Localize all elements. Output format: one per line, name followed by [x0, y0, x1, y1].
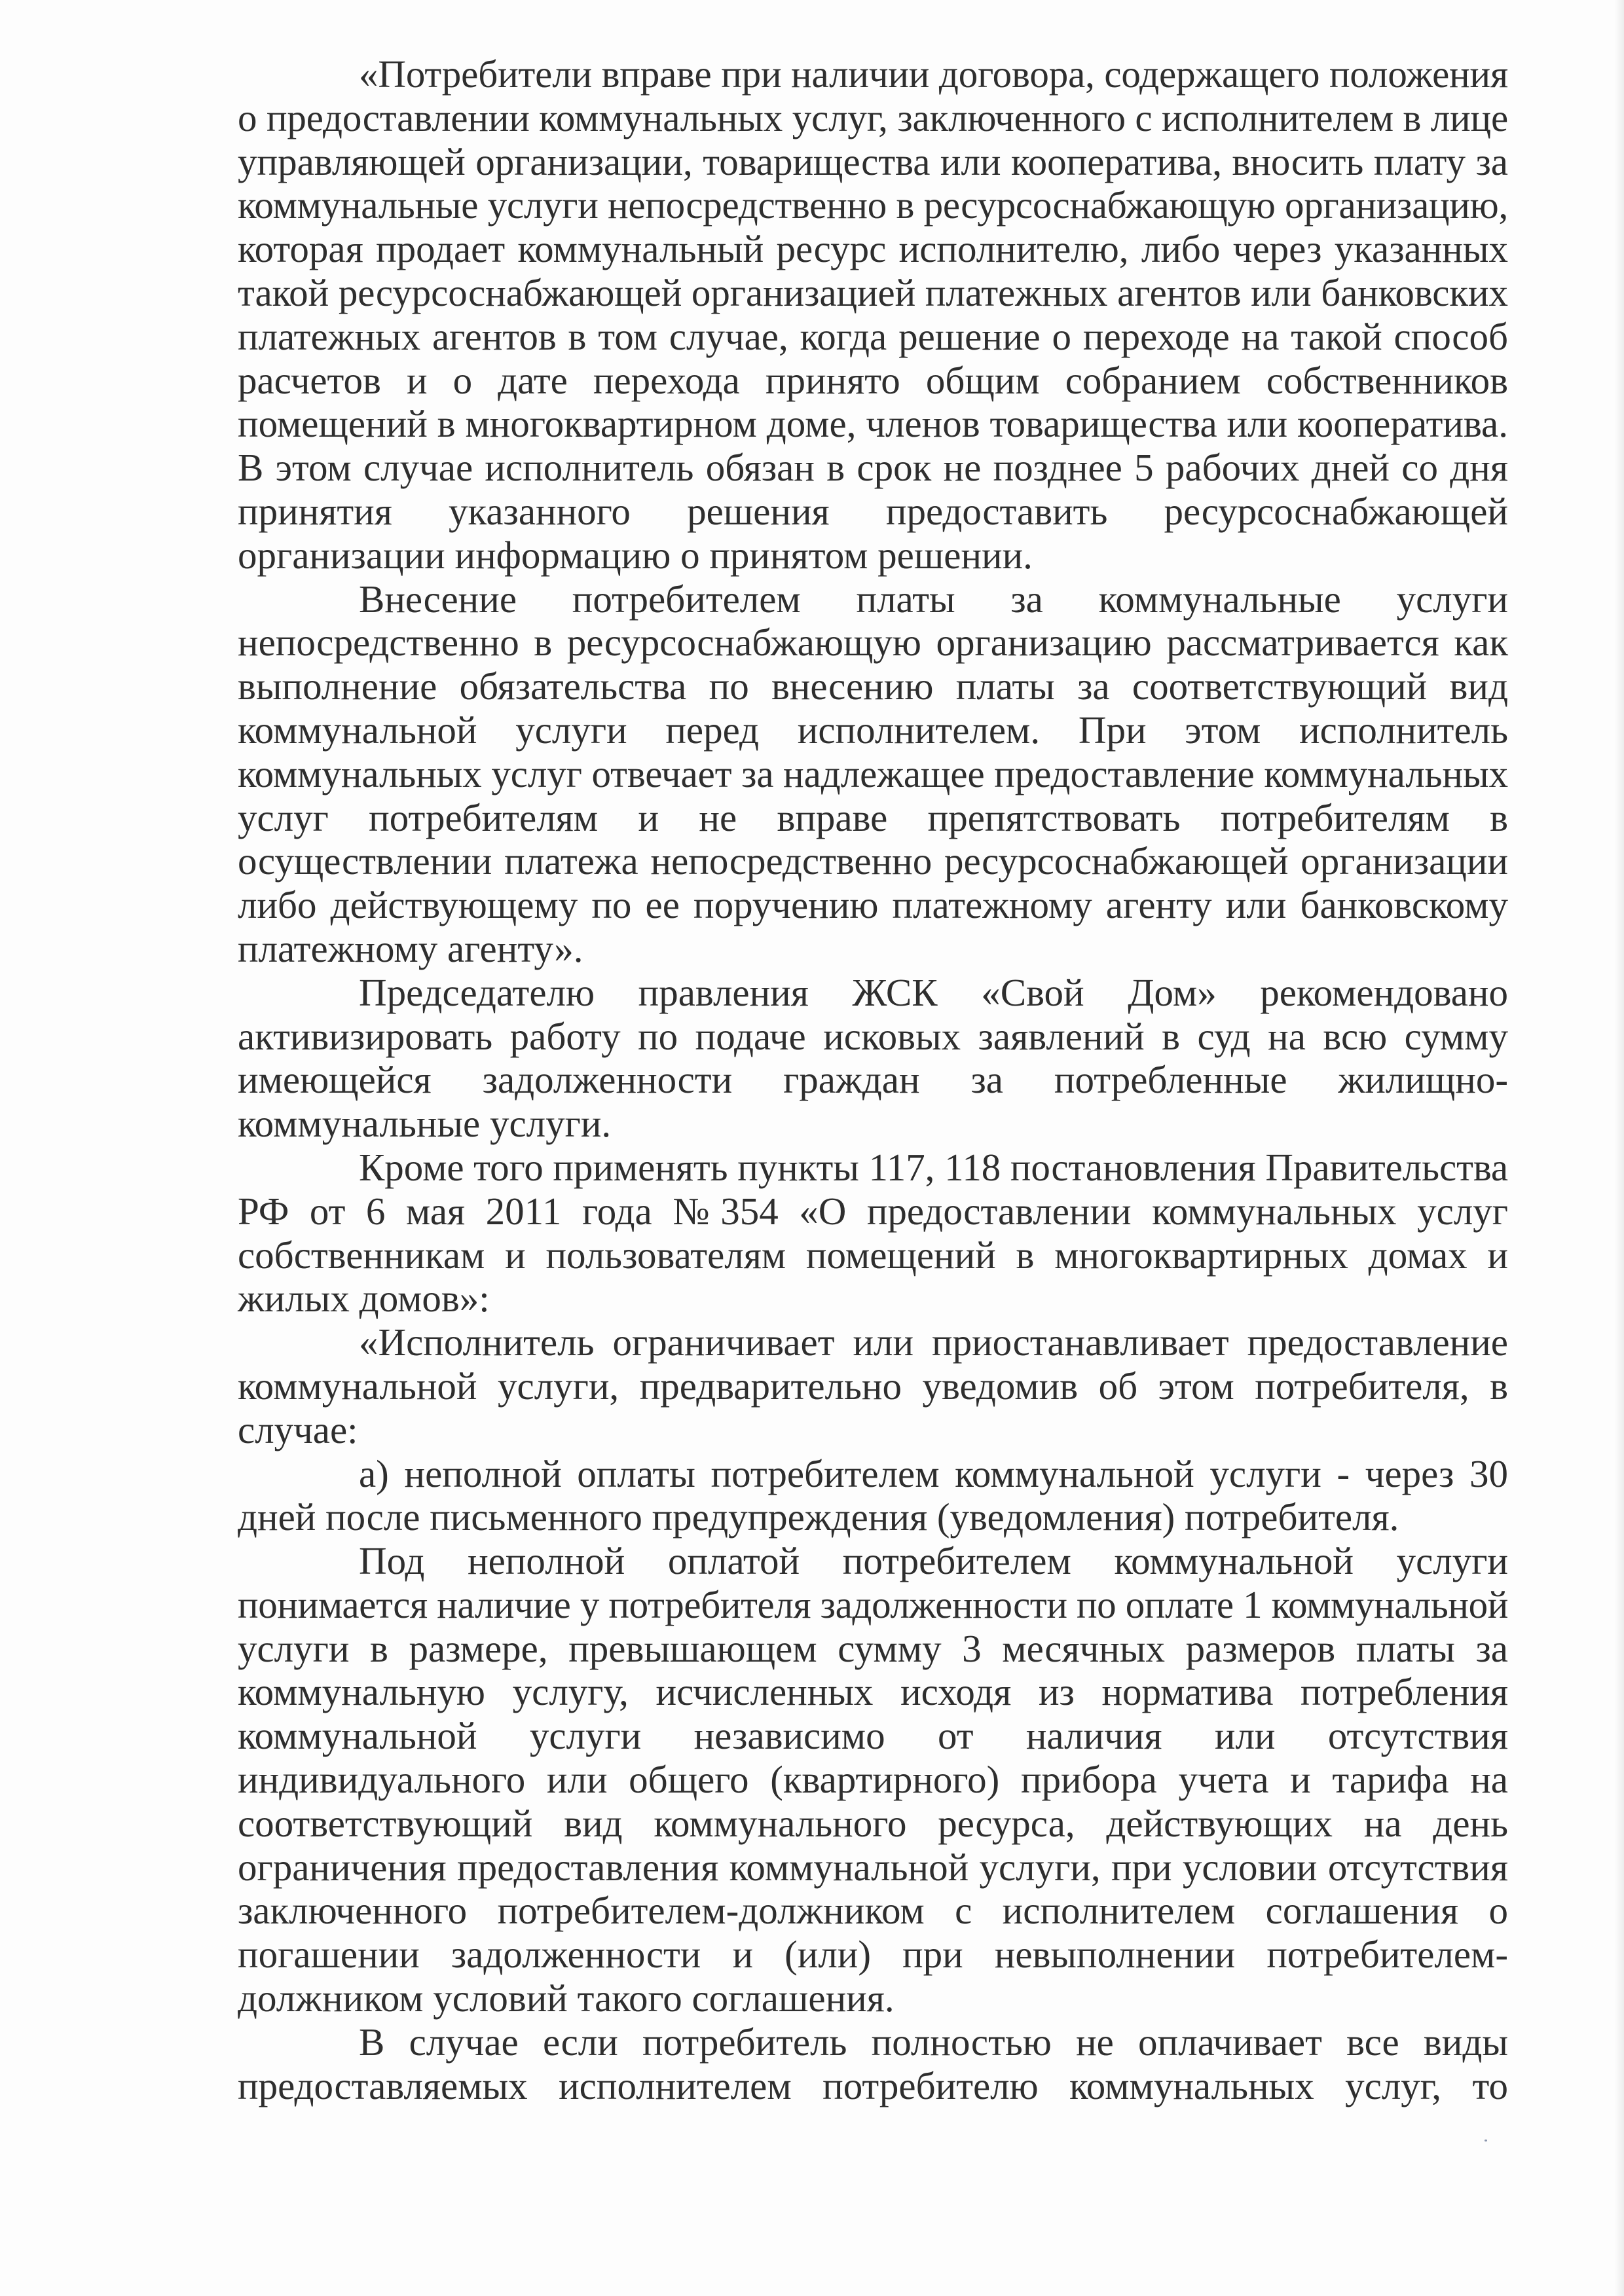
- paragraph: [238, 2020, 1508, 2108]
- text-line: имеющейся задолженности граждан за потребленные жилищно-: [238, 1058, 1508, 1102]
- text-line: РФ от 6 мая 2011 года №354 «О предоставлении коммунальных услуг: [238, 1189, 1508, 1233]
- text-line: коммунальные услуги непосредственно в ресурсоснабжающую организацию,: [238, 183, 1508, 227]
- text-line: помещений в многоквартирном доме, членов товарищества или кооператива.: [238, 402, 1508, 446]
- text-line: собственникам и пользователям помещений в многоквартирных домах и: [238, 1233, 1508, 1277]
- text-line: коммунальной услуги независимо от наличия или отсутствия: [238, 1714, 1508, 1758]
- text-line: заключенного потребителем-должником с исполнителем соглашения о: [238, 1889, 1508, 1933]
- text-line: выполнение обязательства по внесению платы за соответствующий вид: [238, 665, 1508, 708]
- text-line: непосредственно в ресурсоснабжающую организацию рассматривается как: [238, 621, 1508, 665]
- text-line: активизировать работу по подаче исковых заявлений в суд на всю сумму: [238, 1014, 1508, 1058]
- text-line: услуг потребителям и не вправе препятствовать потребителям в: [238, 795, 1508, 839]
- text-line: принятия указанного решения предоставить ресурсоснабжающей: [238, 489, 1508, 533]
- text-line: Под неполной оплатой потребителем коммунальной услуги: [359, 1539, 1508, 1583]
- paragraph: [238, 1539, 1508, 2020]
- text-line: платежному агенту».: [238, 926, 583, 970]
- text-line: жилых домов»:: [238, 1277, 490, 1321]
- text-line: понимается наличие у потребителя задолженности по оплате 1 коммунальной: [238, 1582, 1508, 1626]
- text-line: Внесение потребителем платы за коммунальные услуги: [359, 577, 1508, 621]
- text-line: либо действующему по ее поручению платежному агенту или банковскому: [238, 883, 1508, 927]
- paragraph: [238, 577, 1508, 971]
- document-body: [238, 52, 1508, 2107]
- text-line: о предоставлении коммунальных услуг, заключенного с исполнителем в лице: [238, 96, 1508, 139]
- text-line: Кроме того применять пункты 117, 118 постановления Правительства: [359, 1145, 1508, 1189]
- paragraph: [238, 971, 1508, 1146]
- text-line: а) неполной оплаты потребителем коммунальной услуги - через 30: [359, 1451, 1508, 1495]
- paragraph: [238, 52, 1508, 577]
- text-line: управляющей организации, товарищества или кооператива, вносить плату за: [238, 139, 1508, 183]
- text-line: расчетов и о дате перехода принято общим собранием собственников: [238, 358, 1508, 402]
- text-line: предоставляемых исполнителем потребителю коммунальных услуг, то: [238, 2064, 1508, 2107]
- text-line: Председателю правления ЖСК «Свой Дом» рекомендовано: [359, 970, 1508, 1014]
- text-line: осуществлении платежа непосредственно ресурсоснабжающей организации: [238, 839, 1508, 883]
- text-line: индивидуального или общего (квартирного) прибора учета и тарифа на: [238, 1758, 1508, 1802]
- text-line: дней после письменного предупреждения (уведомления) потребителя.: [238, 1495, 1399, 1539]
- text-line: должником условий такого соглашения.: [238, 1977, 895, 2020]
- text-line: организации информацию о принятом решении.: [238, 533, 1033, 577]
- text-line: которая продает коммунальный ресурс исполнителю, либо через указанных: [238, 227, 1508, 271]
- text-line: коммунальных услуг отвечает за надлежащее предоставление коммунальных: [238, 752, 1508, 795]
- text-line: коммунальной услуги, предварительно уведомив об этом потребителя, в: [238, 1364, 1508, 1408]
- text-line: погашении задолженности и (или) при невыполнении потребителем-: [238, 1933, 1508, 1977]
- paragraph: [238, 1452, 1508, 1540]
- text-line: коммунальной услуги перед исполнителем. При этом исполнитель: [238, 708, 1508, 752]
- text-line: случае:: [238, 1408, 358, 1451]
- text-line: В этом случае исполнитель обязан в срок не позднее 5 рабочих дней со дня: [238, 446, 1508, 490]
- text-line: В случае если потребитель полностью не оплачивает все виды: [359, 2020, 1508, 2064]
- page-edge-shadow: [1615, 0, 1624, 2296]
- text-line: платежных агентов в том случае, когда решение о переходе на такой способ: [238, 314, 1508, 358]
- paragraph: [238, 1146, 1508, 1321]
- scan-speck: [1485, 2140, 1487, 2141]
- text-line: коммунальные услуги.: [238, 1102, 612, 1146]
- text-line: соответствующий вид коммунального ресурса, действующих на день: [238, 1801, 1508, 1845]
- text-line: услуги в размере, превышающем сумму 3 месячных размеров платы за: [238, 1626, 1508, 1670]
- text-line: ограничения предоставления коммунальной услуги, при условии отсутствия: [238, 1845, 1508, 1889]
- text-line: «Исполнитель ограничивает или приостанавливает предоставление: [359, 1321, 1508, 1364]
- paragraph: [238, 1321, 1508, 1451]
- text-line: «Потребители вправе при наличии договора, содержащего положения: [359, 52, 1509, 96]
- text-line: коммунальную услугу, исчисленных исходя из норматива потребления: [238, 1670, 1508, 1714]
- text-line: такой ресурсоснабжающей организацией платежных агентов или банковских: [238, 270, 1508, 314]
